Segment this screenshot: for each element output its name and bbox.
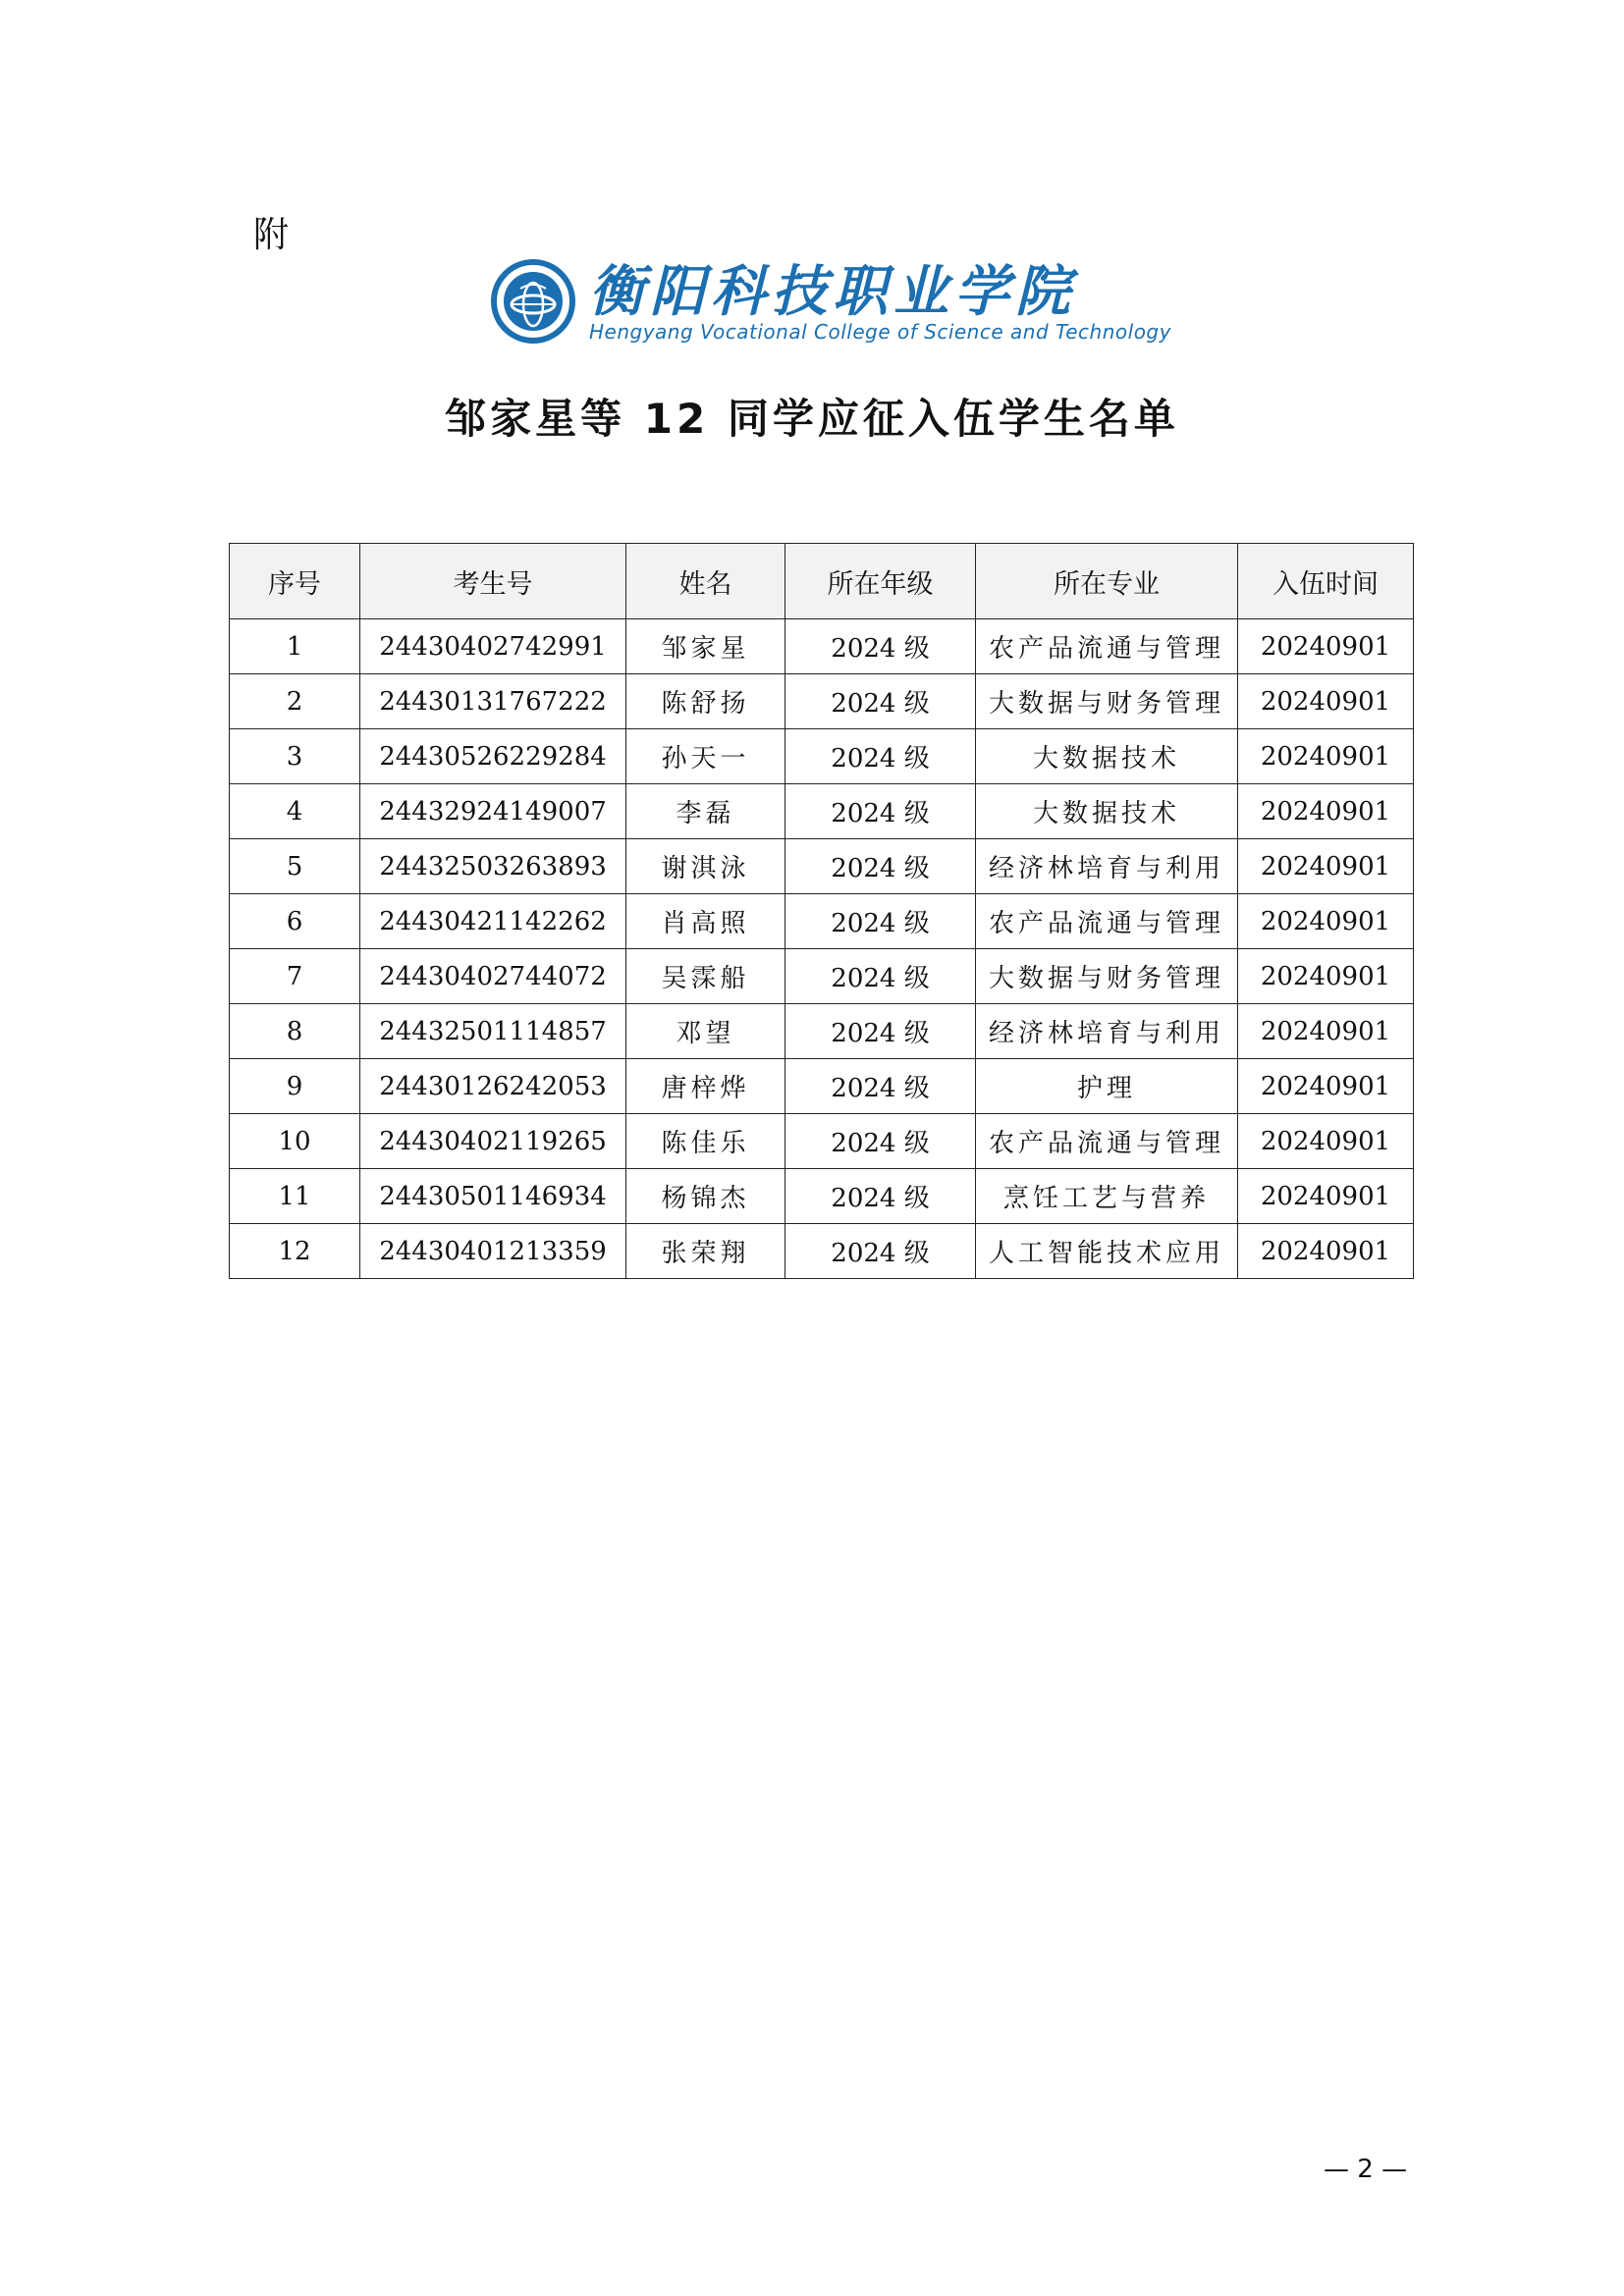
major-cell: 人工智能技术应用 [976, 1224, 1238, 1279]
enlistment-date-cell: 20240901 [1238, 674, 1414, 729]
candidate-number-cell: 24432501114857 [360, 1004, 626, 1059]
grade-cell: 2024 级 [785, 1059, 976, 1114]
row-number-cell: 11 [230, 1169, 360, 1224]
table-body [230, 619, 1414, 1279]
college-emblem-icon [491, 259, 575, 344]
grade-cell: 2024 级 [785, 894, 976, 949]
row-number-cell: 4 [230, 784, 360, 839]
enlistment-date-cell: 20240901 [1238, 1004, 1414, 1059]
enlistment-date-cell: 20240901 [1238, 1114, 1414, 1169]
student-name-cell: 李磊 [626, 784, 785, 839]
column-header: 序号 [230, 544, 360, 619]
attachment-label: 附 [253, 215, 290, 255]
enlistment-date-cell: 20240901 [1238, 729, 1414, 784]
major-cell: 大数据技术 [976, 729, 1238, 784]
enlistment-date-cell: 20240901 [1238, 1224, 1414, 1279]
enlistment-date-cell: 20240901 [1238, 949, 1414, 1004]
student-name-cell: 谢淇泳 [626, 839, 785, 894]
table-row [230, 1224, 1414, 1279]
candidate-number-cell: 24430126242053 [360, 1059, 626, 1114]
candidate-number-cell: 24430421142262 [360, 894, 626, 949]
major-cell: 护理 [976, 1059, 1238, 1114]
row-number-cell: 6 [230, 894, 360, 949]
student-name-cell: 孙天一 [626, 729, 785, 784]
student-name-cell: 吴霂船 [626, 949, 785, 1004]
row-number-cell: 2 [230, 674, 360, 729]
student-name-cell: 张荣翔 [626, 1224, 785, 1279]
major-cell: 农产品流通与管理 [976, 619, 1238, 674]
grade-cell: 2024 级 [785, 619, 976, 674]
table-row [230, 949, 1414, 1004]
grade-cell: 2024 级 [785, 949, 976, 1004]
enlistment-date-cell: 20240901 [1238, 839, 1414, 894]
row-number-cell: 1 [230, 619, 360, 674]
column-header: 姓名 [626, 544, 785, 619]
grade-cell: 2024 级 [785, 1004, 976, 1059]
table-row [230, 894, 1414, 949]
row-number-cell: 7 [230, 949, 360, 1004]
student-name-cell: 杨锦杰 [626, 1169, 785, 1224]
enlistment-date-cell: 20240901 [1238, 894, 1414, 949]
candidate-number-cell: 24430131767222 [360, 674, 626, 729]
table-row [230, 839, 1414, 894]
college-name-en: Hengyang Vocational College of Science and Technology [589, 320, 1171, 344]
student-name-cell: 陈舒扬 [626, 674, 785, 729]
student-name-cell: 肖高照 [626, 894, 785, 949]
student-name-cell: 陈佳乐 [626, 1114, 785, 1169]
grade-cell: 2024 级 [785, 839, 976, 894]
major-cell: 农产品流通与管理 [976, 1114, 1238, 1169]
student-name-cell: 邓望 [626, 1004, 785, 1059]
table-row [230, 1004, 1414, 1059]
row-number-cell: 10 [230, 1114, 360, 1169]
major-cell: 经济林培育与利用 [976, 1004, 1238, 1059]
enlistment-date-cell: 20240901 [1238, 1059, 1414, 1114]
table-row [230, 784, 1414, 839]
candidate-number-cell: 24430402119265 [360, 1114, 626, 1169]
student-name-cell: 邹家星 [626, 619, 785, 674]
candidate-number-cell: 24432924149007 [360, 784, 626, 839]
grade-cell: 2024 级 [785, 1224, 976, 1279]
student-roster-table [229, 543, 1414, 1279]
grade-cell: 2024 级 [785, 1114, 976, 1169]
candidate-number-cell: 24430501146934 [360, 1169, 626, 1224]
row-number-cell: 9 [230, 1059, 360, 1114]
grade-cell: 2024 级 [785, 729, 976, 784]
grade-cell: 2024 级 [785, 784, 976, 839]
major-cell: 大数据与财务管理 [976, 674, 1238, 729]
page-title: 邹家星等 12 同学应征入伍学生名单 [445, 395, 1179, 443]
major-cell: 烹饪工艺与营养 [976, 1169, 1238, 1224]
grade-cell: 2024 级 [785, 1169, 976, 1224]
grade-cell: 2024 级 [785, 674, 976, 729]
candidate-number-cell: 24430526229284 [360, 729, 626, 784]
row-number-cell: 5 [230, 839, 360, 894]
column-header: 入伍时间 [1238, 544, 1414, 619]
enlistment-date-cell: 20240901 [1238, 784, 1414, 839]
table-row [230, 1114, 1414, 1169]
major-cell: 大数据与财务管理 [976, 949, 1238, 1004]
candidate-number-cell: 24430402744072 [360, 949, 626, 1004]
row-number-cell: 12 [230, 1224, 360, 1279]
candidate-number-cell: 24430402742991 [360, 619, 626, 674]
candidate-number-cell: 24430401213359 [360, 1224, 626, 1279]
table-row [230, 619, 1414, 674]
college-name-cn: 衡阳科技职业学院 [589, 259, 1076, 324]
table-row [230, 1169, 1414, 1224]
candidate-number-cell: 24432503263893 [360, 839, 626, 894]
page-number: — 2 — [1324, 2155, 1408, 2184]
enlistment-date-cell: 20240901 [1238, 619, 1414, 674]
college-logo [491, 259, 1171, 357]
table-header-row [230, 544, 1414, 619]
row-number-cell: 8 [230, 1004, 360, 1059]
table-row [230, 674, 1414, 729]
student-name-cell: 唐梓烨 [626, 1059, 785, 1114]
table-row [230, 1059, 1414, 1114]
table-row [230, 729, 1414, 784]
column-header: 所在年级 [785, 544, 976, 619]
row-number-cell: 3 [230, 729, 360, 784]
column-header: 所在专业 [976, 544, 1238, 619]
column-header: 考生号 [360, 544, 626, 619]
enlistment-date-cell: 20240901 [1238, 1169, 1414, 1224]
major-cell: 经济林培育与利用 [976, 839, 1238, 894]
major-cell: 农产品流通与管理 [976, 894, 1238, 949]
major-cell: 大数据技术 [976, 784, 1238, 839]
